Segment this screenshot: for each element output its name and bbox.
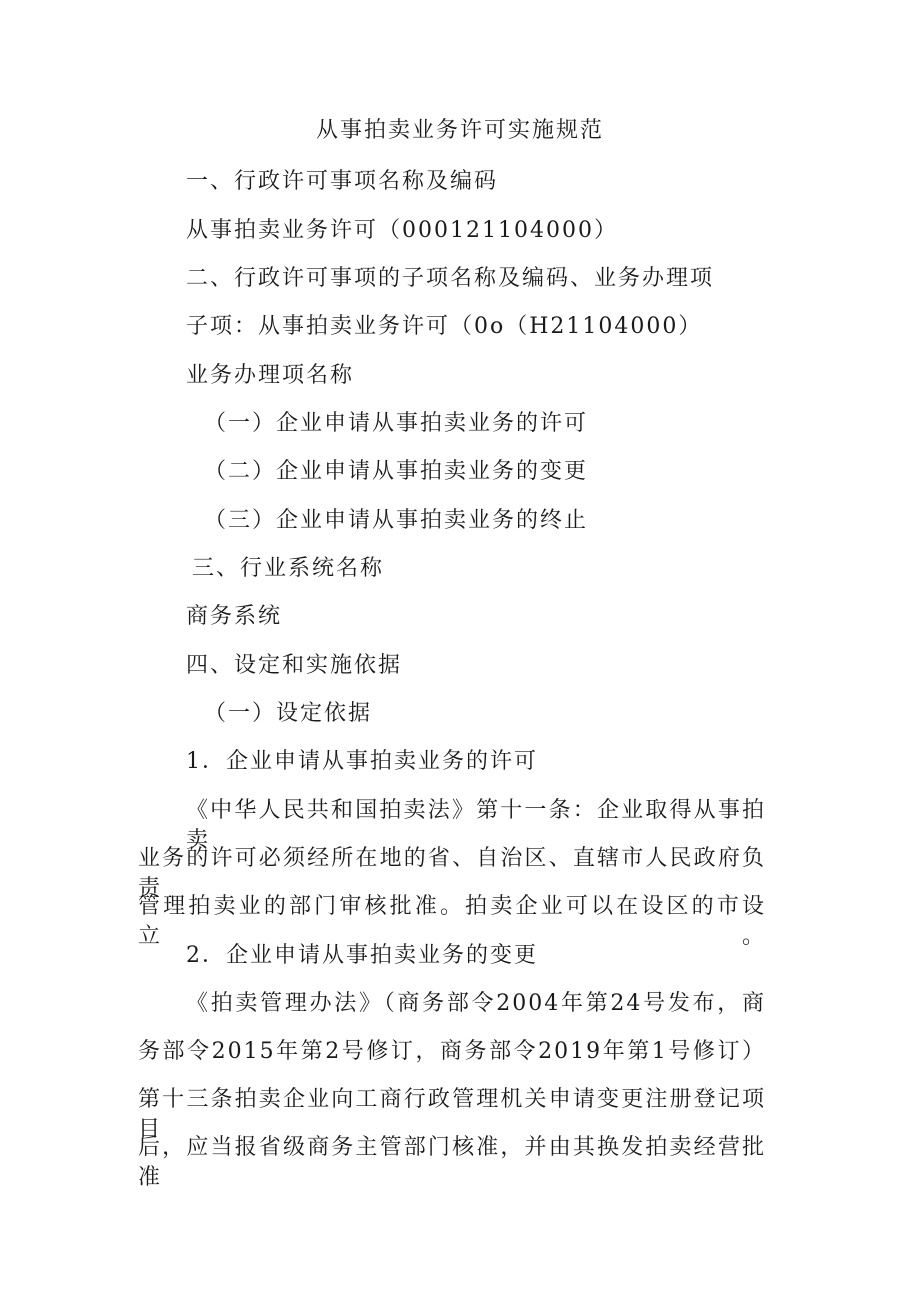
section-heading-2: 二、行政许可事项的子项名称及编码、业务办理项 (186, 266, 715, 291)
paragraph-line: 后，应当报省级商务主管部门核准，并由其换发拍卖经营批准 (138, 1135, 766, 1190)
paragraph-line: 第十三条拍卖企业向工商行政管理机关申请变更注册登记项目 (138, 1087, 766, 1142)
paragraph-line: 商务系统 (186, 604, 283, 629)
paragraph-line: 业务的许可必须经所在地的省、自治区、直辖市人民政府负责 (138, 846, 766, 901)
paragraph-line: 管理拍卖业的部门审核批准。拍卖企业可以在设区的市设立。 (138, 894, 766, 949)
section-heading-4: 四、设定和实施依据 (186, 653, 403, 678)
paragraph-line: 务部令2015年第2号修订，商务部令2019年第1号修订） (138, 1039, 766, 1064)
numbered-item: 2．企业申请从事拍卖业务的变更 (186, 943, 538, 968)
section-heading-3: 三、行业系统名称 (192, 556, 385, 581)
list-item: （三）企业申请从事拍卖业务的终止 (204, 508, 589, 533)
numbered-item: 1．企业申请从事拍卖业务的许可 (186, 749, 538, 774)
document-title: 从事拍卖业务许可实施规范 (315, 118, 604, 143)
section-heading-1: 一、行政许可事项名称及编码 (186, 169, 499, 194)
subsection-heading: （一）设定依据 (204, 701, 373, 726)
paragraph-line: 从事拍卖业务许可（000121104000） (186, 218, 618, 243)
list-item: （一）企业申请从事拍卖业务的许可 (204, 411, 589, 436)
list-item: （二）企业申请从事拍卖业务的变更 (204, 459, 589, 484)
paragraph-line: 《中华人民共和国拍卖法》第十一条：企业取得从事拍卖 (186, 798, 766, 853)
paragraph-line: 子项：从事拍卖业务许可（0o（H21104000） (186, 314, 703, 339)
paragraph-line: 《拍卖管理办法》（商务部令2004年第24号发布，商 (186, 991, 766, 1016)
paragraph-line: 业务办理项名称 (186, 363, 355, 388)
